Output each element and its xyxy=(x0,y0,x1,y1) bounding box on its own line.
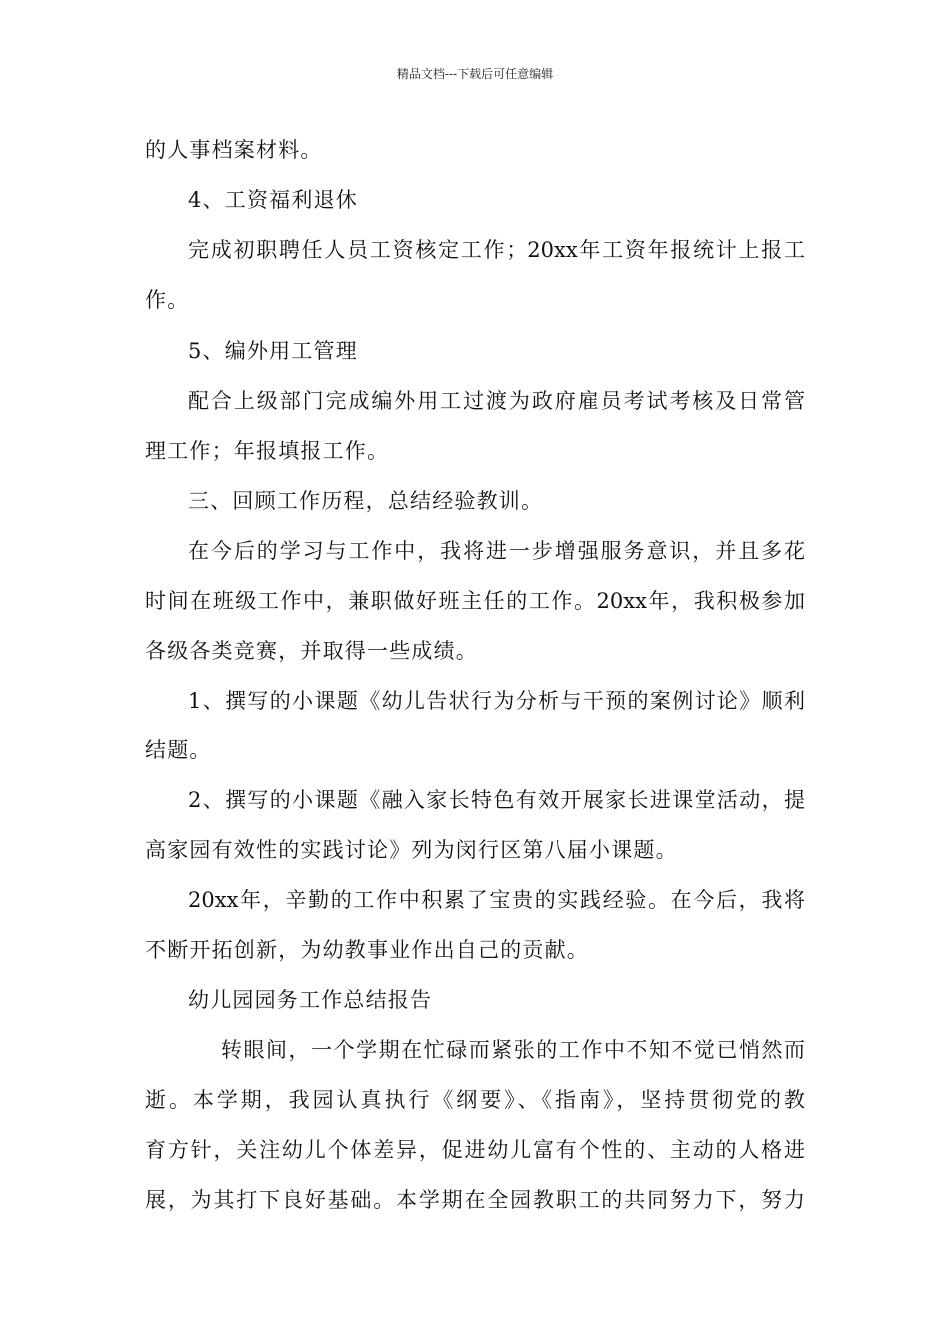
text-line: 逝。本学期，我园认真执行《纲要》、《指南》，坚持贯彻党的教 xyxy=(145,1088,805,1112)
paragraph-first-line: 配合上级部门完成编外用工过渡为政府雇员考试考核及日常管 xyxy=(188,389,805,413)
text-line: 不断开拓创新，为幼教事业作出自己的贡献。 xyxy=(145,938,589,962)
section-heading: 5、编外用工管理 xyxy=(188,339,358,363)
text-line: 育方针，关注幼儿个体差异，促进幼儿富有个性的、主动的人格进 xyxy=(145,1138,805,1162)
document-title: 幼儿园园务工作总结报告 xyxy=(188,988,433,1012)
text-line: 结题。 xyxy=(145,738,212,762)
paragraph-first-line: 1、撰写的小课题《幼儿告状行为分析与干预的案例讨论》顺利 xyxy=(188,689,805,713)
page-header: 精品文档---下载后可任意编辑 xyxy=(396,67,554,81)
paragraph-first-line: 在今后的学习与工作中，我将进一步增强服务意识，并且多花 xyxy=(188,539,805,563)
paragraph-first-line: 完成初职聘任人员工资核定工作；20xx年工资年报统计上报工 xyxy=(188,238,805,262)
text-line: 各级各类竞赛，并取得一些成绩。 xyxy=(145,639,478,663)
paragraph-first-line: 2、撰写的小课题《融入家长特色有效开展家长进课堂活动，提 xyxy=(188,788,805,812)
text-line: 的人事档案材料。 xyxy=(145,138,323,162)
paragraph-first-line: 转眼间，一个学期在忙碌而紧张的工作中不知不觉已悄然而 xyxy=(221,1038,805,1062)
text-line: 作。 xyxy=(145,288,190,312)
paragraph-first-line: 20xx年，辛勤的工作中积累了宝贵的实践经验。在今后，我将 xyxy=(188,888,805,912)
section-heading: 三、回顾工作历程，总结经验教训。 xyxy=(188,489,544,513)
text-line: 时间在班级工作中，兼职做好班主任的工作。20xx年，我积极参加 xyxy=(145,589,805,613)
text-line: 高家园有效性的实践讨论》列为闵行区第八届小课题。 xyxy=(145,838,678,862)
section-heading: 4、工资福利退休 xyxy=(188,188,358,212)
text-line: 理工作；年报填报工作。 xyxy=(145,439,390,463)
text-line: 展，为其打下良好基础。本学期在全园教职工的共同努力下，努力 xyxy=(145,1188,805,1212)
